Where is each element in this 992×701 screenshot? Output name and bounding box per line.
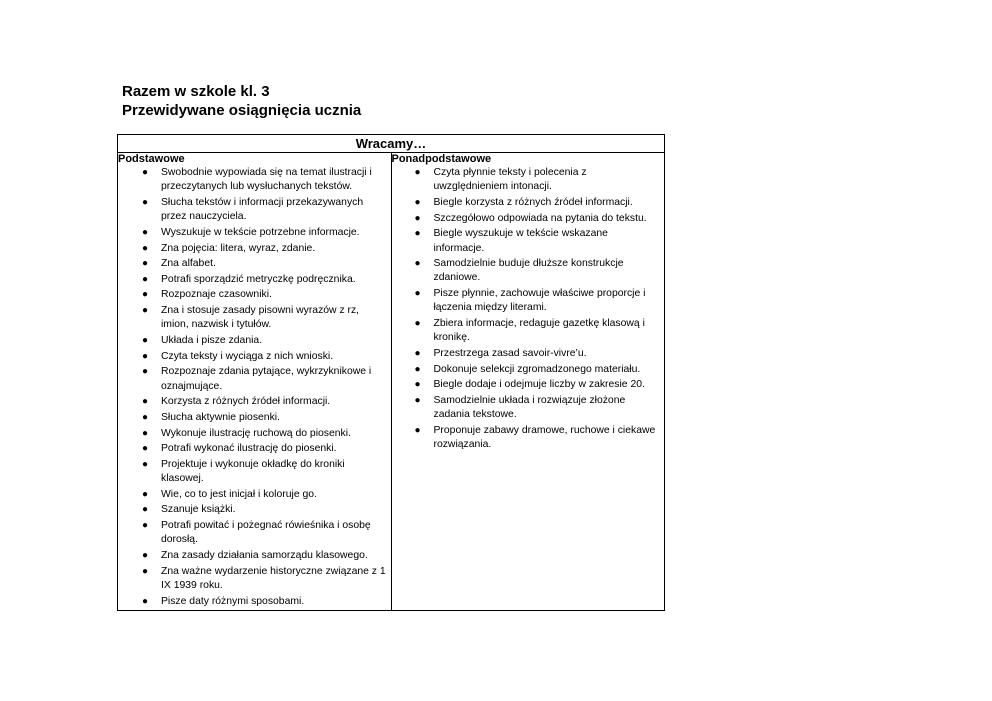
bullet-icon: ● bbox=[142, 289, 149, 301]
bullet-icon: ● bbox=[414, 228, 421, 240]
bullet-icon: ● bbox=[414, 288, 421, 300]
document-subtitle: Przewidywane osiągnięcia ucznia bbox=[122, 102, 362, 119]
list-item bbox=[118, 257, 391, 271]
list-item-text: Szanuje książki. bbox=[161, 504, 236, 516]
list-item-text: Czyta płynnie teksty i polecenia z uwzględnieniem intonacji. bbox=[433, 167, 587, 193]
list-item bbox=[118, 166, 391, 195]
list-item-text: Układa i pisze zdania. bbox=[161, 335, 263, 347]
list-item-text: Pisze płynnie, zachowuje właściwe proporcje i łączenia między literami. bbox=[433, 288, 646, 314]
list-item bbox=[118, 549, 391, 563]
list-item bbox=[118, 273, 391, 287]
list-item-text: Swobodnie wypowiada się na temat ilustracji i przeczytanych lub wysłuchanych tekstów. bbox=[161, 167, 372, 193]
list-item bbox=[118, 565, 391, 594]
list-item-text: Korzysta z różnych źródeł informacji. bbox=[161, 396, 331, 408]
list-item bbox=[118, 334, 391, 348]
bullet-icon: ● bbox=[142, 488, 149, 500]
list-item-text: Zna alfabet. bbox=[161, 258, 216, 270]
list-item bbox=[392, 363, 665, 377]
list-item-text: Szczegółowo odpowiada na pytania do tekstu. bbox=[433, 212, 647, 224]
bullet-icon: ● bbox=[142, 196, 149, 208]
list-item-text: Proponuje zabawy dramowe, ruchowe i ciekawe rozwiązania. bbox=[433, 424, 656, 451]
list-item bbox=[118, 519, 391, 548]
basic-items-list bbox=[118, 166, 391, 609]
bullet-icon: ● bbox=[142, 273, 149, 285]
list-item bbox=[392, 378, 665, 392]
bullet-icon: ● bbox=[414, 167, 421, 178]
bullet-icon: ● bbox=[142, 565, 149, 577]
content-row bbox=[118, 153, 665, 611]
list-item-text: Czyta teksty i wyciąga z nich wnioski. bbox=[161, 350, 334, 362]
list-item bbox=[392, 227, 665, 256]
advanced-column bbox=[391, 153, 665, 611]
bullet-icon: ● bbox=[142, 443, 149, 455]
list-item-text: Zbiera informacje, redaguje gazetkę klasową i kronikę. bbox=[433, 318, 645, 344]
list-item bbox=[118, 595, 391, 609]
list-item bbox=[118, 395, 391, 409]
list-item bbox=[392, 394, 665, 423]
list-item bbox=[392, 347, 665, 361]
list-item bbox=[392, 257, 665, 286]
section-header-row bbox=[118, 135, 665, 153]
list-item bbox=[118, 427, 391, 441]
list-item-text: Biegle wyszukuje w tekście wskazane informacje. bbox=[433, 228, 608, 254]
bullet-icon: ● bbox=[142, 427, 149, 439]
bullet-icon: ● bbox=[142, 242, 149, 254]
bullet-icon: ● bbox=[414, 318, 421, 330]
list-item-text: Rozpoznaje zdania pytające, wykrzyknikowe i oznajmujące. bbox=[161, 366, 372, 392]
bullet-icon: ● bbox=[142, 350, 149, 362]
document-header bbox=[122, 82, 361, 120]
advanced-items-list bbox=[392, 166, 665, 452]
list-item-text: Potrafi sporządzić metryczkę podręcznika. bbox=[161, 273, 356, 285]
list-item-text: Rozpoznaje czasowniki. bbox=[161, 289, 272, 301]
list-item-text: Projektuje i wykonuje okładkę do kroniki klasowej. bbox=[161, 458, 345, 485]
list-item bbox=[392, 317, 665, 346]
list-item bbox=[392, 196, 665, 210]
bullet-icon: ● bbox=[142, 226, 149, 238]
list-item bbox=[118, 442, 391, 456]
list-item-text: Zna i stosuje zasady pisowni wyrazów z rz, imion, nazwisk i tytułów. bbox=[161, 305, 360, 331]
list-item-text: Biegle korzysta z różnych źródeł informacji. bbox=[433, 196, 633, 208]
list-item bbox=[118, 458, 391, 487]
list-item-text: Wykonuje ilustrację ruchową do piosenki. bbox=[161, 427, 351, 439]
list-item-text: Zna pojęcia: litera, wyraz, zdanie. bbox=[161, 242, 316, 254]
bullet-icon: ● bbox=[414, 212, 421, 224]
bullet-icon: ● bbox=[414, 258, 421, 270]
bullet-icon: ● bbox=[414, 424, 421, 436]
bullet-icon: ● bbox=[142, 549, 149, 561]
list-item-text: Biegle dodaje i odejmuje liczby w zakresie 20. bbox=[433, 379, 645, 391]
bullet-icon: ● bbox=[142, 167, 149, 178]
bullet-icon: ● bbox=[414, 196, 421, 208]
list-item bbox=[118, 196, 391, 225]
bullet-icon: ● bbox=[142, 520, 149, 532]
list-item bbox=[118, 242, 391, 256]
list-item bbox=[118, 365, 391, 394]
list-item-text: Zna ważne wydarzenie historyczne związane z 1 IX 1939 roku. bbox=[161, 565, 386, 591]
list-item-text: Potrafi wykonać ilustrację do piosenki. bbox=[161, 443, 337, 455]
bullet-icon: ● bbox=[142, 335, 149, 347]
advanced-column-title: Ponadpodstawowe bbox=[391, 153, 492, 165]
bullet-icon: ● bbox=[142, 305, 149, 317]
bullet-icon: ● bbox=[142, 366, 149, 378]
list-item-text: Słucha tekstów i informacji przekazywanych przez nauczyciela. bbox=[161, 196, 364, 223]
bullet-icon: ● bbox=[142, 258, 149, 270]
basic-column-title: Podstawowe bbox=[118, 153, 185, 165]
list-item-text: Samodzielnie buduje dłuższe konstrukcje zdaniowe. bbox=[433, 258, 624, 284]
bullet-icon: ● bbox=[142, 411, 149, 423]
bullet-icon: ● bbox=[414, 363, 421, 375]
list-item bbox=[392, 212, 665, 226]
list-item-text: Przestrzega zasad savoir-vivre’u. bbox=[433, 347, 587, 359]
list-item-text: Potrafi powitać i pożegnać rówieśnika i osobę dorosłą. bbox=[161, 520, 371, 546]
bullet-icon: ● bbox=[414, 394, 421, 406]
document-title: Razem w szkole kl. 3 bbox=[122, 83, 270, 100]
list-item-text: Wie, co to jest inicjał i koloruje go. bbox=[161, 488, 317, 500]
bullet-icon: ● bbox=[142, 504, 149, 516]
list-item bbox=[118, 226, 391, 240]
list-item bbox=[392, 424, 665, 453]
list-item-text: Pisze daty różnymi sposobami. bbox=[161, 595, 305, 607]
list-item bbox=[118, 411, 391, 425]
list-item bbox=[118, 488, 391, 502]
bullet-icon: ● bbox=[142, 396, 149, 408]
achievements-table bbox=[117, 134, 665, 611]
section-title: Wracamy… bbox=[118, 135, 665, 153]
list-item-text: Samodzielnie układa i rozwiązuje złożone zadania tekstowe. bbox=[433, 394, 626, 421]
list-item bbox=[392, 287, 665, 316]
list-item-text: Zna zasady działania samorządu klasowego. bbox=[161, 549, 368, 561]
bullet-icon: ● bbox=[142, 458, 149, 470]
list-item bbox=[118, 503, 391, 517]
list-item bbox=[118, 304, 391, 333]
list-item bbox=[118, 350, 391, 364]
basic-column bbox=[118, 153, 392, 611]
list-item-text: Słucha aktywnie piosenki. bbox=[161, 411, 280, 423]
list-item bbox=[118, 288, 391, 302]
list-item-text: Dokonuje selekcji zgromadzonego materiału. bbox=[433, 363, 641, 375]
bullet-icon: ● bbox=[414, 347, 421, 359]
bullet-icon: ● bbox=[414, 379, 421, 391]
bullet-icon: ● bbox=[142, 595, 149, 607]
list-item-text: Wyszukuje w tekście potrzebne informacje. bbox=[161, 226, 360, 238]
list-item bbox=[392, 166, 665, 195]
